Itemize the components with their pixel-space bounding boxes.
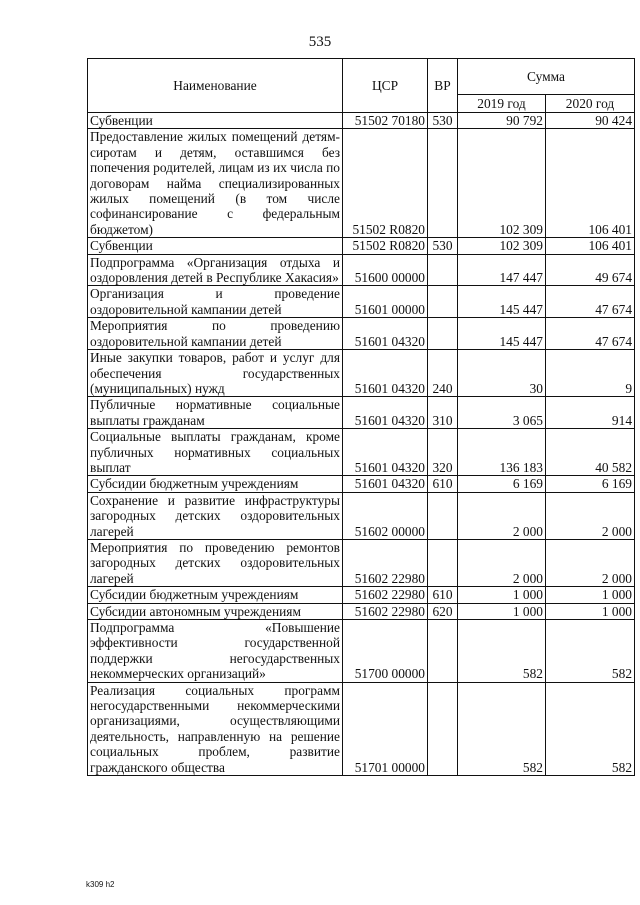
row-csr-cell: 51601 04320 <box>343 476 428 492</box>
row-name-cell: Мероприятия по проведению оздоровительной кампании детей <box>88 318 343 350</box>
page-number: 535 <box>308 34 332 50</box>
row-name-cell: Реализация социальных программ негосударственными некоммерческими организациями, осуществляющими деятельность, направленную на решение социальных проблем, развитие гражданского общества <box>88 682 343 775</box>
header-year-2019: 2019 год <box>458 95 546 113</box>
row-name-cell: Субвенции <box>88 238 343 254</box>
row-sum-2019-cell: 102 309 <box>458 129 546 238</box>
table-row <box>88 129 635 238</box>
row-sum-2020-cell: 47 674 <box>546 286 635 318</box>
header-vr: ВР <box>428 59 458 113</box>
row-vr-cell <box>428 492 458 539</box>
table-row <box>88 682 635 775</box>
table-row <box>88 492 635 539</box>
row-vr-cell: 610 <box>428 587 458 603</box>
table-row <box>88 476 635 492</box>
row-csr-cell: 51701 00000 <box>343 682 428 775</box>
row-sum-2020-cell: 914 <box>546 397 635 429</box>
row-sum-2019-cell: 102 309 <box>458 238 546 254</box>
budget-table <box>87 58 635 776</box>
row-vr-cell: 310 <box>428 397 458 429</box>
row-sum-2019-cell: 3 065 <box>458 397 546 429</box>
row-sum-2019-cell: 1 000 <box>458 603 546 619</box>
row-vr-cell <box>428 129 458 238</box>
row-csr-cell: 51602 22980 <box>343 587 428 603</box>
table-row <box>88 539 635 586</box>
row-sum-2019-cell: 147 447 <box>458 254 546 286</box>
row-sum-2019-cell: 582 <box>458 682 546 775</box>
row-csr-cell: 51600 00000 <box>343 254 428 286</box>
row-sum-2020-cell: 49 674 <box>546 254 635 286</box>
row-vr-cell <box>428 682 458 775</box>
table-row <box>88 254 635 286</box>
row-sum-2019-cell: 136 183 <box>458 429 546 476</box>
row-name-cell: Публичные нормативные социальные выплаты гражданам <box>88 397 343 429</box>
row-name-cell: Субсидии автономным учреждениям <box>88 603 343 619</box>
row-csr-cell: 51601 04320 <box>343 350 428 397</box>
row-sum-2020-cell: 47 674 <box>546 318 635 350</box>
row-sum-2019-cell: 30 <box>458 350 546 397</box>
table-header <box>88 59 635 113</box>
table-row <box>88 286 635 318</box>
header-csr: ЦСР <box>343 59 428 113</box>
row-name-cell: Иные закупки товаров, работ и услуг для обеспечения государственных (муниципальных) нужд <box>88 350 343 397</box>
row-sum-2020-cell: 582 <box>546 620 635 683</box>
row-csr-cell: 51602 22980 <box>343 539 428 586</box>
row-csr-cell: 51602 22980 <box>343 603 428 619</box>
header-year-2020: 2020 год <box>546 95 635 113</box>
row-vr-cell: 320 <box>428 429 458 476</box>
row-vr-cell <box>428 318 458 350</box>
row-sum-2020-cell: 90 424 <box>546 113 635 129</box>
row-sum-2020-cell: 106 401 <box>546 129 635 238</box>
row-name-cell: Подпрограмма «Повышение эффективности государственной поддержки негосударственных некоммерческих организаций» <box>88 620 343 683</box>
row-name-cell: Субсидии бюджетным учреждениям <box>88 587 343 603</box>
table-body <box>88 113 635 776</box>
row-sum-2020-cell: 106 401 <box>546 238 635 254</box>
table-row <box>88 350 635 397</box>
row-vr-cell <box>428 286 458 318</box>
row-sum-2020-cell: 9 <box>546 350 635 397</box>
row-csr-cell: 51602 00000 <box>343 492 428 539</box>
table-row <box>88 397 635 429</box>
table-row <box>88 587 635 603</box>
row-name-cell: Социальные выплаты гражданам, кроме публичных нормативных социальных выплат <box>88 429 343 476</box>
row-sum-2019-cell: 6 169 <box>458 476 546 492</box>
row-name-cell: Субсидии бюджетным учреждениям <box>88 476 343 492</box>
row-csr-cell: 51601 04320 <box>343 429 428 476</box>
row-vr-cell: 610 <box>428 476 458 492</box>
row-csr-cell: 51601 04320 <box>343 397 428 429</box>
table-row <box>88 113 635 129</box>
row-csr-cell: 51502 R0820 <box>343 129 428 238</box>
row-vr-cell: 620 <box>428 603 458 619</box>
table-row <box>88 603 635 619</box>
row-name-cell: Субвенции <box>88 113 343 129</box>
row-sum-2019-cell: 90 792 <box>458 113 546 129</box>
row-csr-cell: 51700 00000 <box>343 620 428 683</box>
row-sum-2019-cell: 145 447 <box>458 318 546 350</box>
row-sum-2020-cell: 582 <box>546 682 635 775</box>
row-sum-2020-cell: 6 169 <box>546 476 635 492</box>
row-csr-cell: 51601 00000 <box>343 286 428 318</box>
table-row <box>88 318 635 350</box>
table-row <box>88 429 635 476</box>
row-sum-2019-cell: 2 000 <box>458 539 546 586</box>
table-row <box>88 620 635 683</box>
row-vr-cell <box>428 620 458 683</box>
row-sum-2019-cell: 145 447 <box>458 286 546 318</box>
row-vr-cell: 530 <box>428 113 458 129</box>
row-name-cell: Предоставление жилых помещений детям-сиротам и детям, оставшимся без попечения родителей, лицам из их числа по договорам найма специализированных жилых помещений (в том числе софинансирование с федеральным бюджетом) <box>88 129 343 238</box>
row-sum-2019-cell: 2 000 <box>458 492 546 539</box>
header-sum: Сумма <box>458 59 635 95</box>
row-vr-cell: 240 <box>428 350 458 397</box>
row-sum-2020-cell: 40 582 <box>546 429 635 476</box>
row-csr-cell: 51502 R0820 <box>343 238 428 254</box>
row-sum-2019-cell: 582 <box>458 620 546 683</box>
row-name-cell: Сохранение и развитие инфраструктуры загородных детских оздоровительных лагерей <box>88 492 343 539</box>
row-vr-cell <box>428 539 458 586</box>
row-sum-2020-cell: 2 000 <box>546 539 635 586</box>
footer-code: k309 h2 <box>86 880 115 889</box>
row-vr-cell: 530 <box>428 238 458 254</box>
row-sum-2020-cell: 1 000 <box>546 603 635 619</box>
row-csr-cell: 51601 04320 <box>343 318 428 350</box>
header-name: Наименование <box>88 59 343 113</box>
row-sum-2020-cell: 1 000 <box>546 587 635 603</box>
row-csr-cell: 51502 70180 <box>343 113 428 129</box>
row-sum-2019-cell: 1 000 <box>458 587 546 603</box>
row-sum-2020-cell: 2 000 <box>546 492 635 539</box>
table-row <box>88 238 635 254</box>
row-name-cell: Организация и проведение оздоровительной кампании детей <box>88 286 343 318</box>
row-name-cell: Мероприятия по проведению ремонтов загородных детских оздоровительных лагерей <box>88 539 343 586</box>
row-vr-cell <box>428 254 458 286</box>
row-name-cell: Подпрограмма «Организация отдыха и оздоровления детей в Республике Хакасия» <box>88 254 343 286</box>
